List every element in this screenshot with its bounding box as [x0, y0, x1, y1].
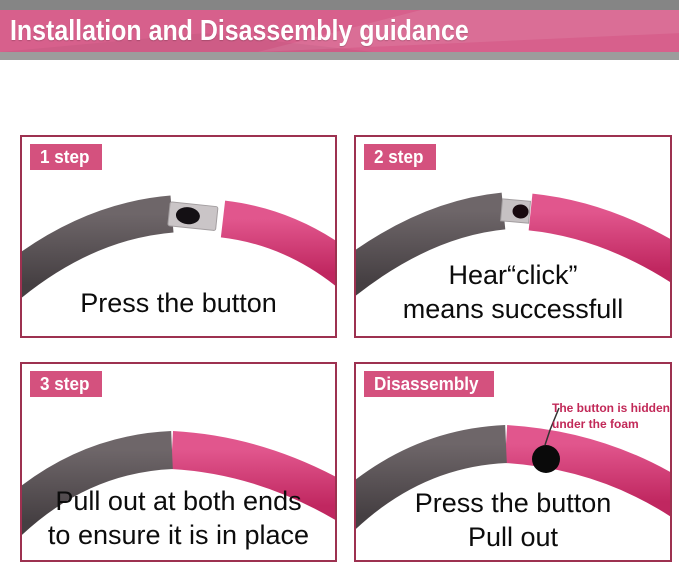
- step-3-badge: [30, 371, 102, 397]
- annotation-line: under the foam: [552, 417, 639, 431]
- step-1-badge: [30, 144, 102, 170]
- hidden-button-dot-icon: [532, 445, 560, 473]
- step-1-caption: [22, 286, 335, 320]
- pink-tube-graphic: [223, 219, 335, 273]
- caption-line: Pull out at both ends: [55, 486, 302, 516]
- gray-tube-graphic: [22, 214, 172, 285]
- connector-button-graphic: [501, 199, 531, 223]
- top-gray-strip: [0, 0, 679, 10]
- panel-step-1: [20, 135, 337, 338]
- page-title: Installation and Disassembly guidance: [10, 14, 469, 47]
- step-3-caption: [22, 484, 335, 552]
- connector-button-graphic: [168, 202, 218, 231]
- annotation-line: The button is hidden: [552, 401, 670, 415]
- step-3-badge-label: 3 step: [40, 374, 90, 394]
- caption-line: Pull out: [467, 522, 559, 552]
- caption-line: Press the button: [414, 488, 612, 518]
- panel-step-3: [20, 362, 337, 562]
- disassembly-caption: [356, 486, 670, 554]
- panel-disassembly: [354, 362, 672, 562]
- caption-line: to ensure it is in place: [47, 520, 310, 550]
- hidden-button-annotation: [552, 400, 670, 432]
- caption-line: Hear“click”: [448, 260, 578, 290]
- step-2-badge-label: 2 step: [374, 147, 424, 167]
- caption-line: means successfull: [402, 294, 624, 324]
- disassembly-badge-label: Disassembly: [374, 374, 479, 394]
- panel-step-2: [354, 135, 672, 338]
- disassembly-badge: [364, 371, 494, 397]
- step-1-badge-label: 1 step: [40, 147, 90, 167]
- step-2-badge: [364, 144, 436, 170]
- caption-line: Press the button: [80, 288, 277, 318]
- header-banner: [0, 10, 679, 52]
- banner-bottom-strip: [0, 52, 679, 60]
- step-2-caption: [356, 258, 670, 326]
